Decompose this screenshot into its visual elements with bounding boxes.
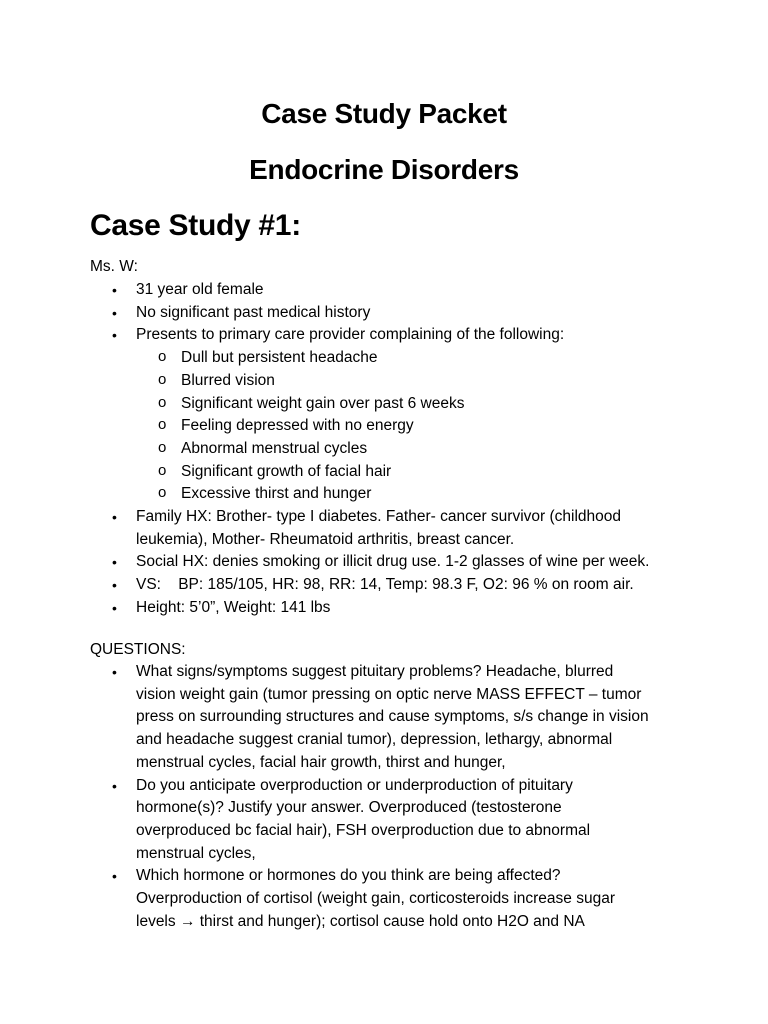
bullet-icon: • [112, 868, 117, 885]
question-text: hormone(s)? Justify your answer. Overproduced (testosterone [136, 799, 562, 817]
question-text: thirst and hunger); cortisol cause hold onto H2O and NA [195, 912, 585, 930]
question-text: vision weight gain (tumor pressing on optic nerve MASS EFFECT – tumor [136, 685, 642, 703]
symptom-text: Feeling depressed with no energy [181, 417, 414, 435]
questions-list [90, 661, 680, 933]
packet-title: Case Study Packet [261, 98, 507, 129]
list-item [90, 279, 680, 302]
question-text: Which hormone or hormones do you think are being affected? [136, 867, 561, 885]
bullet-icon: • [112, 509, 117, 526]
symptom-text: Blurred vision [181, 371, 275, 389]
list-item [90, 574, 680, 597]
list-item-text: Height: 5’0”, Weight: 141 lbs [136, 598, 331, 616]
sub-bullet-icon: o [158, 348, 167, 366]
question-text: levels [136, 912, 180, 930]
arrow-right-icon: → [179, 912, 196, 930]
symptom-item [90, 393, 680, 416]
question-text: Do you anticipate overproduction or underproduction of pituitary [136, 776, 573, 794]
question-text: Overproduction of cortisol (weight gain, corticosteroids increase sugar [136, 890, 616, 908]
bullet-icon: • [112, 664, 117, 680]
sub-bullet-icon: o [158, 461, 167, 479]
symptom-item [90, 415, 680, 438]
patient-label: Ms. W: [90, 258, 138, 275]
bullet-icon: • [112, 599, 117, 616]
sub-bullet-icon: o [158, 484, 167, 502]
list-item [90, 551, 680, 574]
packet-subtitle: Endocrine Disorders [249, 154, 519, 185]
bullet-icon: • [112, 327, 117, 344]
list-item [90, 597, 680, 620]
bullet-icon: • [112, 777, 117, 794]
list-item-text: 31 year old female [136, 281, 264, 298]
symptom-text: Abnormal menstrual cycles [181, 439, 368, 457]
question-text: overproduced bc facial hair), FSH overproduction due to abnormal [136, 821, 591, 839]
question-item [90, 865, 680, 933]
question-text: menstrual cycles, facial hair growth, thirst and hunger, [136, 753, 506, 771]
symptom-item [90, 438, 680, 461]
question-text: and headache suggest cranial tumor), depression, lethargy, abnormal [136, 731, 613, 749]
question-item [90, 661, 680, 775]
symptom-text: Excessive thirst and hunger [181, 485, 372, 503]
question-text: press on surrounding structures and cause symptoms, s/s change in vision [136, 708, 649, 726]
list-item-text: No significant past medical history [136, 303, 371, 321]
list-item-text: Presents to primary care provider complaining of the following: [136, 326, 565, 344]
bullet-icon: • [112, 282, 117, 298]
list-item-text: Social HX: denies smoking or illicit drug use. 1-2 glasses of wine per week. [136, 553, 650, 571]
list-item-text: Family HX: Brother- type I diabetes. Father- cancer survivor (childhood [136, 508, 621, 526]
list-item [90, 506, 680, 551]
symptom-item [90, 461, 680, 484]
symptom-list [90, 347, 680, 506]
sub-bullet-icon: o [158, 370, 167, 388]
bullet-icon: • [112, 554, 117, 571]
list-item-text: VS: BP: 185/105, HR: 98, RR: 14, Temp: 98.3 F, O2: 96 % on room air. [136, 576, 634, 594]
list-item [90, 324, 680, 347]
symptom-item [90, 483, 680, 506]
symptom-item [90, 370, 680, 393]
list-item [90, 302, 680, 325]
questions-label: QUESTIONS: [90, 641, 186, 658]
symptom-text: Dull but persistent headache [181, 349, 378, 367]
question-text: What signs/symptoms suggest pituitary problems? Headache, blurred [136, 663, 614, 680]
symptom-text: Significant growth of facial hair [181, 462, 392, 480]
sub-bullet-icon: o [158, 416, 167, 434]
symptom-item [90, 347, 680, 370]
sub-bullet-icon: o [158, 393, 167, 411]
case-study-heading: Case Study #1: [90, 209, 301, 242]
symptom-text: Significant weight gain over past 6 weeks [181, 394, 465, 412]
list-item-text: leukemia), Mother- Rheumatoid arthritis, breast cancer. [136, 530, 515, 548]
question-item [90, 775, 680, 866]
question-text: menstrual cycles, [136, 844, 256, 862]
sub-bullet-icon: o [158, 438, 167, 456]
bullet-icon: • [112, 577, 117, 594]
bullet-icon: • [112, 304, 117, 321]
patient-history-list [90, 279, 680, 620]
